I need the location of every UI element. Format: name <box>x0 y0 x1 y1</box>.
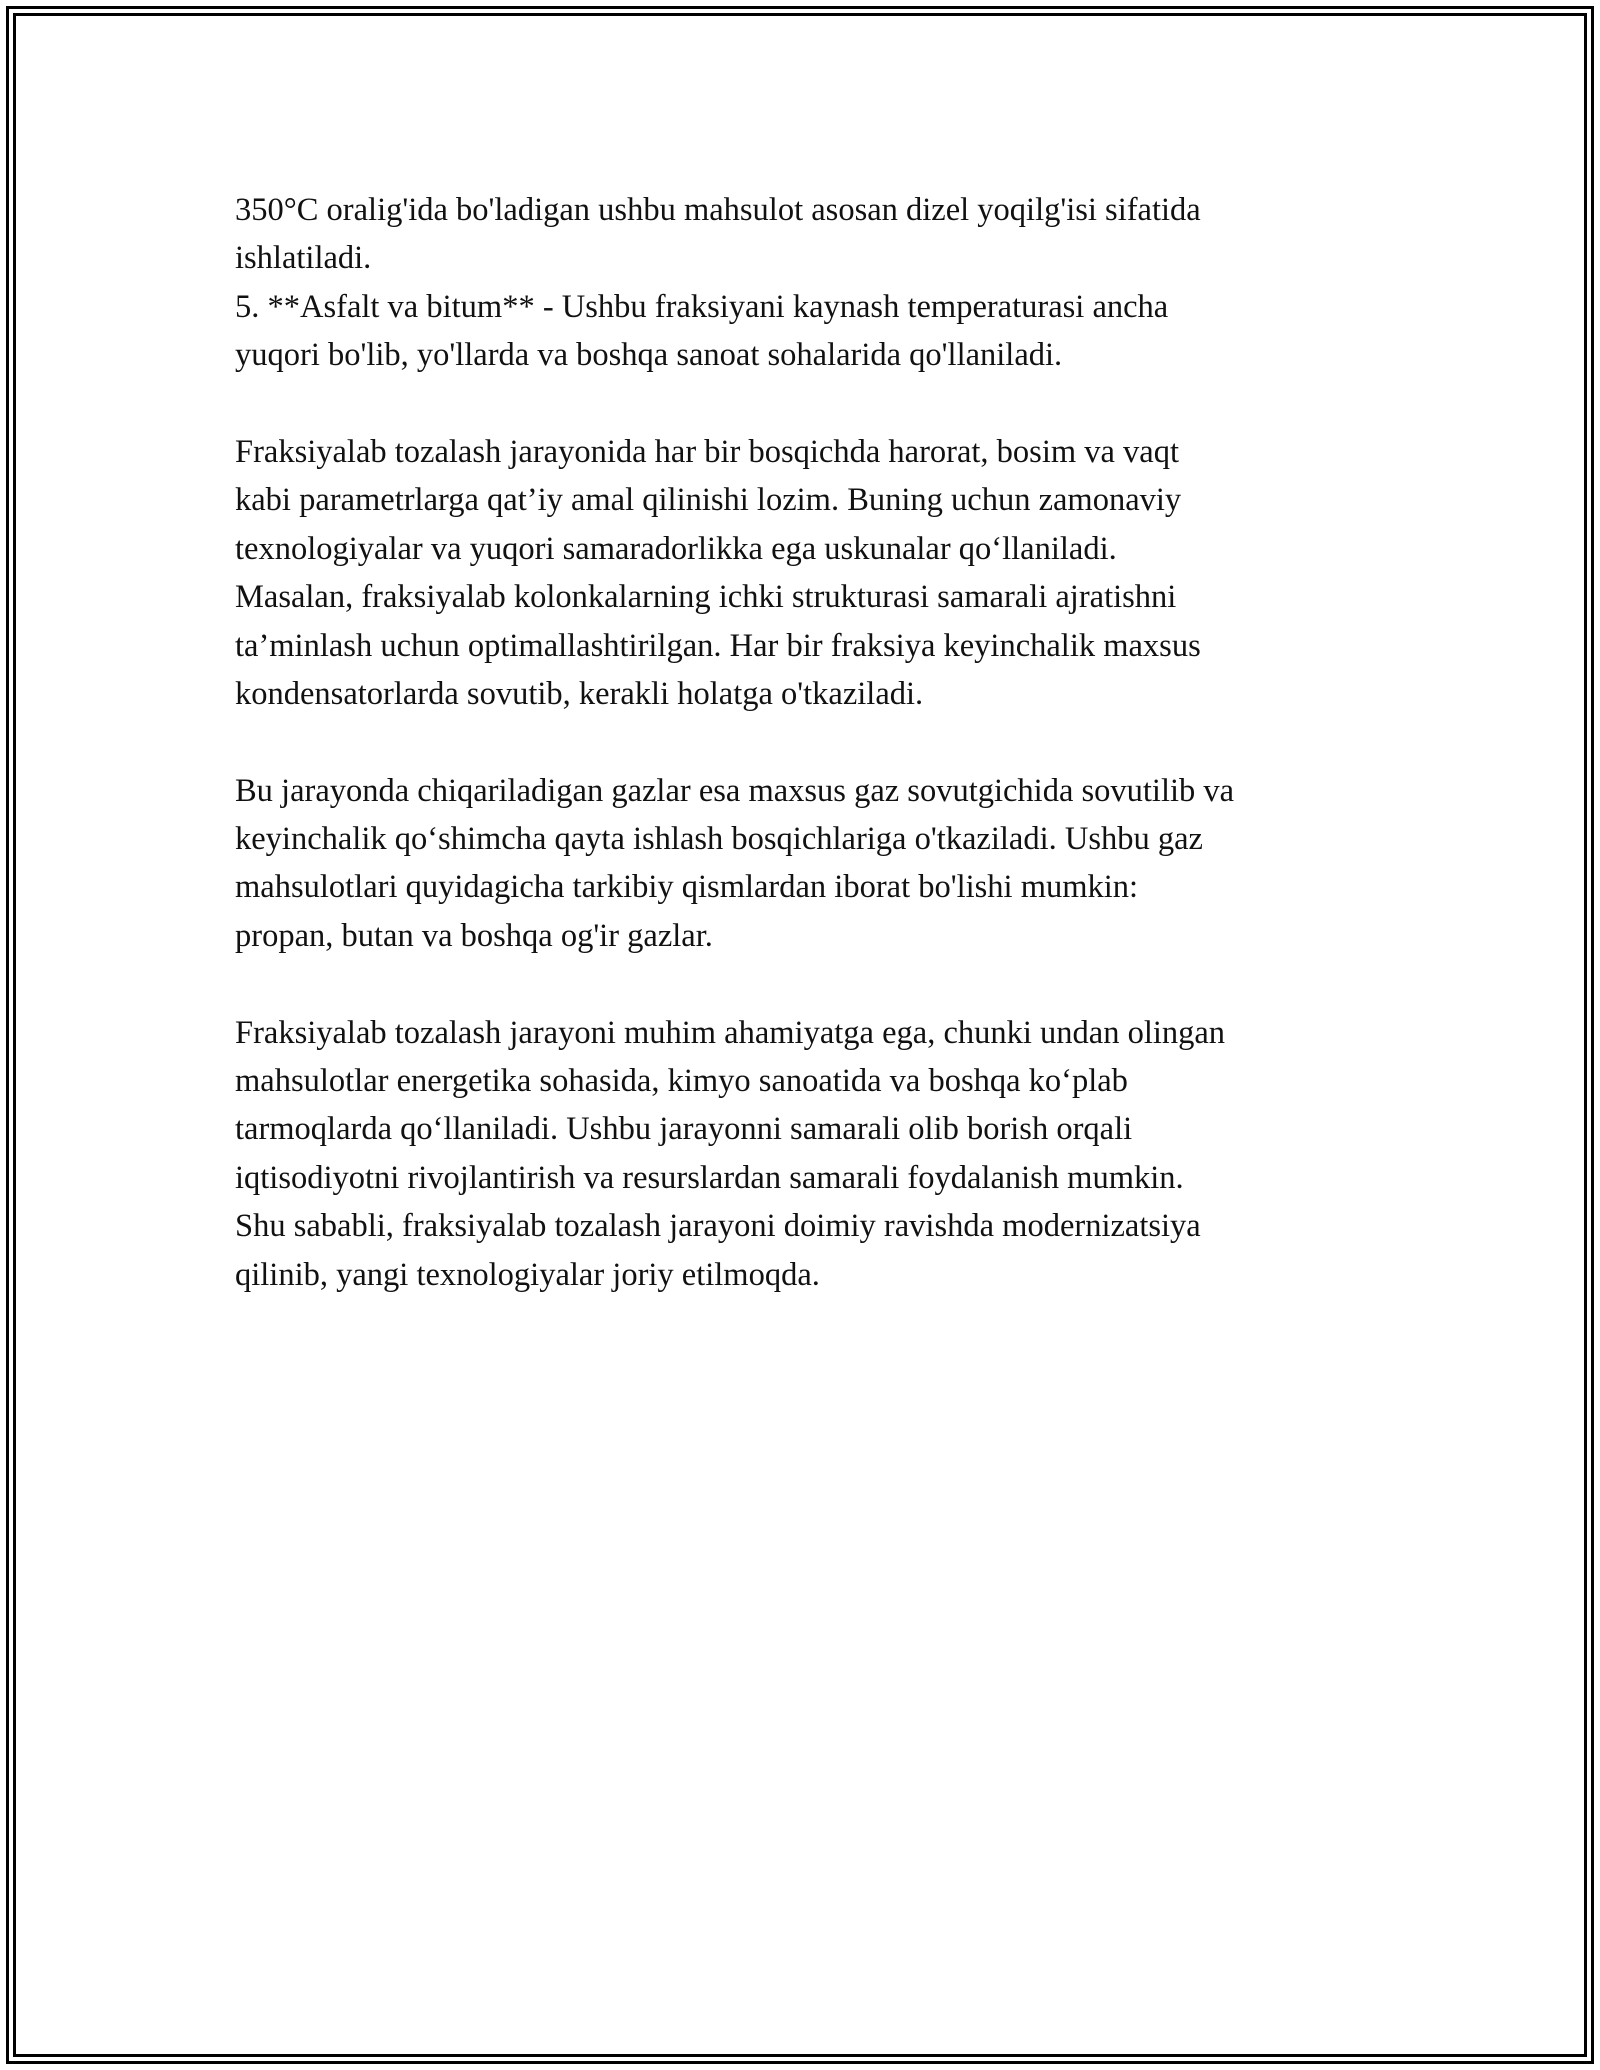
text-line: Masalan, fraksiyalab kolonkalarning ichki strukturasi samarali ajratishni <box>235 579 1177 616</box>
text-line: Shu sababli, fraksiyalab tozalash jarayoni doimiy ravishda modernizatsiya <box>235 1208 1201 1245</box>
text-line: qilinib, yangi texnologiyalar joriy etilmoqda. <box>235 1256 820 1293</box>
text-line: iqtisodiyotni rivojlantirish va resurslardan samarali foydalanish mumkin. <box>235 1159 1184 1196</box>
text-line: keyinchalik qo‘shimcha qayta ishlash bosqichlariga o'tkaziladi. Ushbu gaz <box>235 821 1203 858</box>
paragraph-3 <box>235 767 1375 961</box>
paragraph-1 <box>235 186 1375 380</box>
text-line: kabi parametrlarga qat’iy amal qilinishi lozim. Buning uchun zamonaviy <box>235 482 1182 519</box>
paragraph-2 <box>235 428 1375 718</box>
text-line: texnologiyalar va yuqori samaradorlikka ega uskunalar qo‘llaniladi. <box>235 530 1117 567</box>
text-line: tarmoqlarda qo‘llaniladi. Ushbu jarayonni samarali olib borish orqali <box>235 1111 1133 1148</box>
text-line: yuqori bo'lib, yo'llarda va boshqa sanoat sohalarida qo'llaniladi. <box>235 337 1063 374</box>
text-line: 350°C oralig'ida bo'ladigan ushbu mahsulot asosan dizel yoqilg'isi sifatida <box>235 192 1201 228</box>
document-body <box>235 186 1375 1299</box>
text-line: 5. **Asfalt va bitum** - Ushbu fraksiyani kaynash temperaturasi ancha <box>235 288 1169 325</box>
text-line: Bu jarayonda chiqariladigan gazlar esa maxsus gaz sovutgichida sovutilib va <box>235 772 1235 809</box>
paragraph-4 <box>235 1009 1375 1299</box>
text-line: mahsulotlari quyidagicha tarkibiy qismlardan iborat bo'lishi mumkin: <box>235 869 1139 906</box>
text-line: ishlatiladi. <box>235 240 372 277</box>
text-line: propan, butan va boshqa og'ir gazlar. <box>235 917 713 954</box>
text-line: ta’minlash uchun optimallashtirilgan. Har bir fraksiya keyinchalik maxsus <box>235 627 1201 664</box>
text-line: mahsulotlar energetika sohasida, kimyo sanoatida va boshqa ko‘plab <box>235 1063 1128 1100</box>
text-line: Fraksiyalab tozalash jarayoni muhim ahamiyatga ega, chunki undan olingan <box>235 1014 1226 1051</box>
text-line: Fraksiyalab tozalash jarayonida har bir bosqichda harorat, bosim va vaqt <box>235 433 1180 470</box>
text-line: kondensatorlarda sovutib, kerakli holatga o'tkaziladi. <box>235 675 924 712</box>
